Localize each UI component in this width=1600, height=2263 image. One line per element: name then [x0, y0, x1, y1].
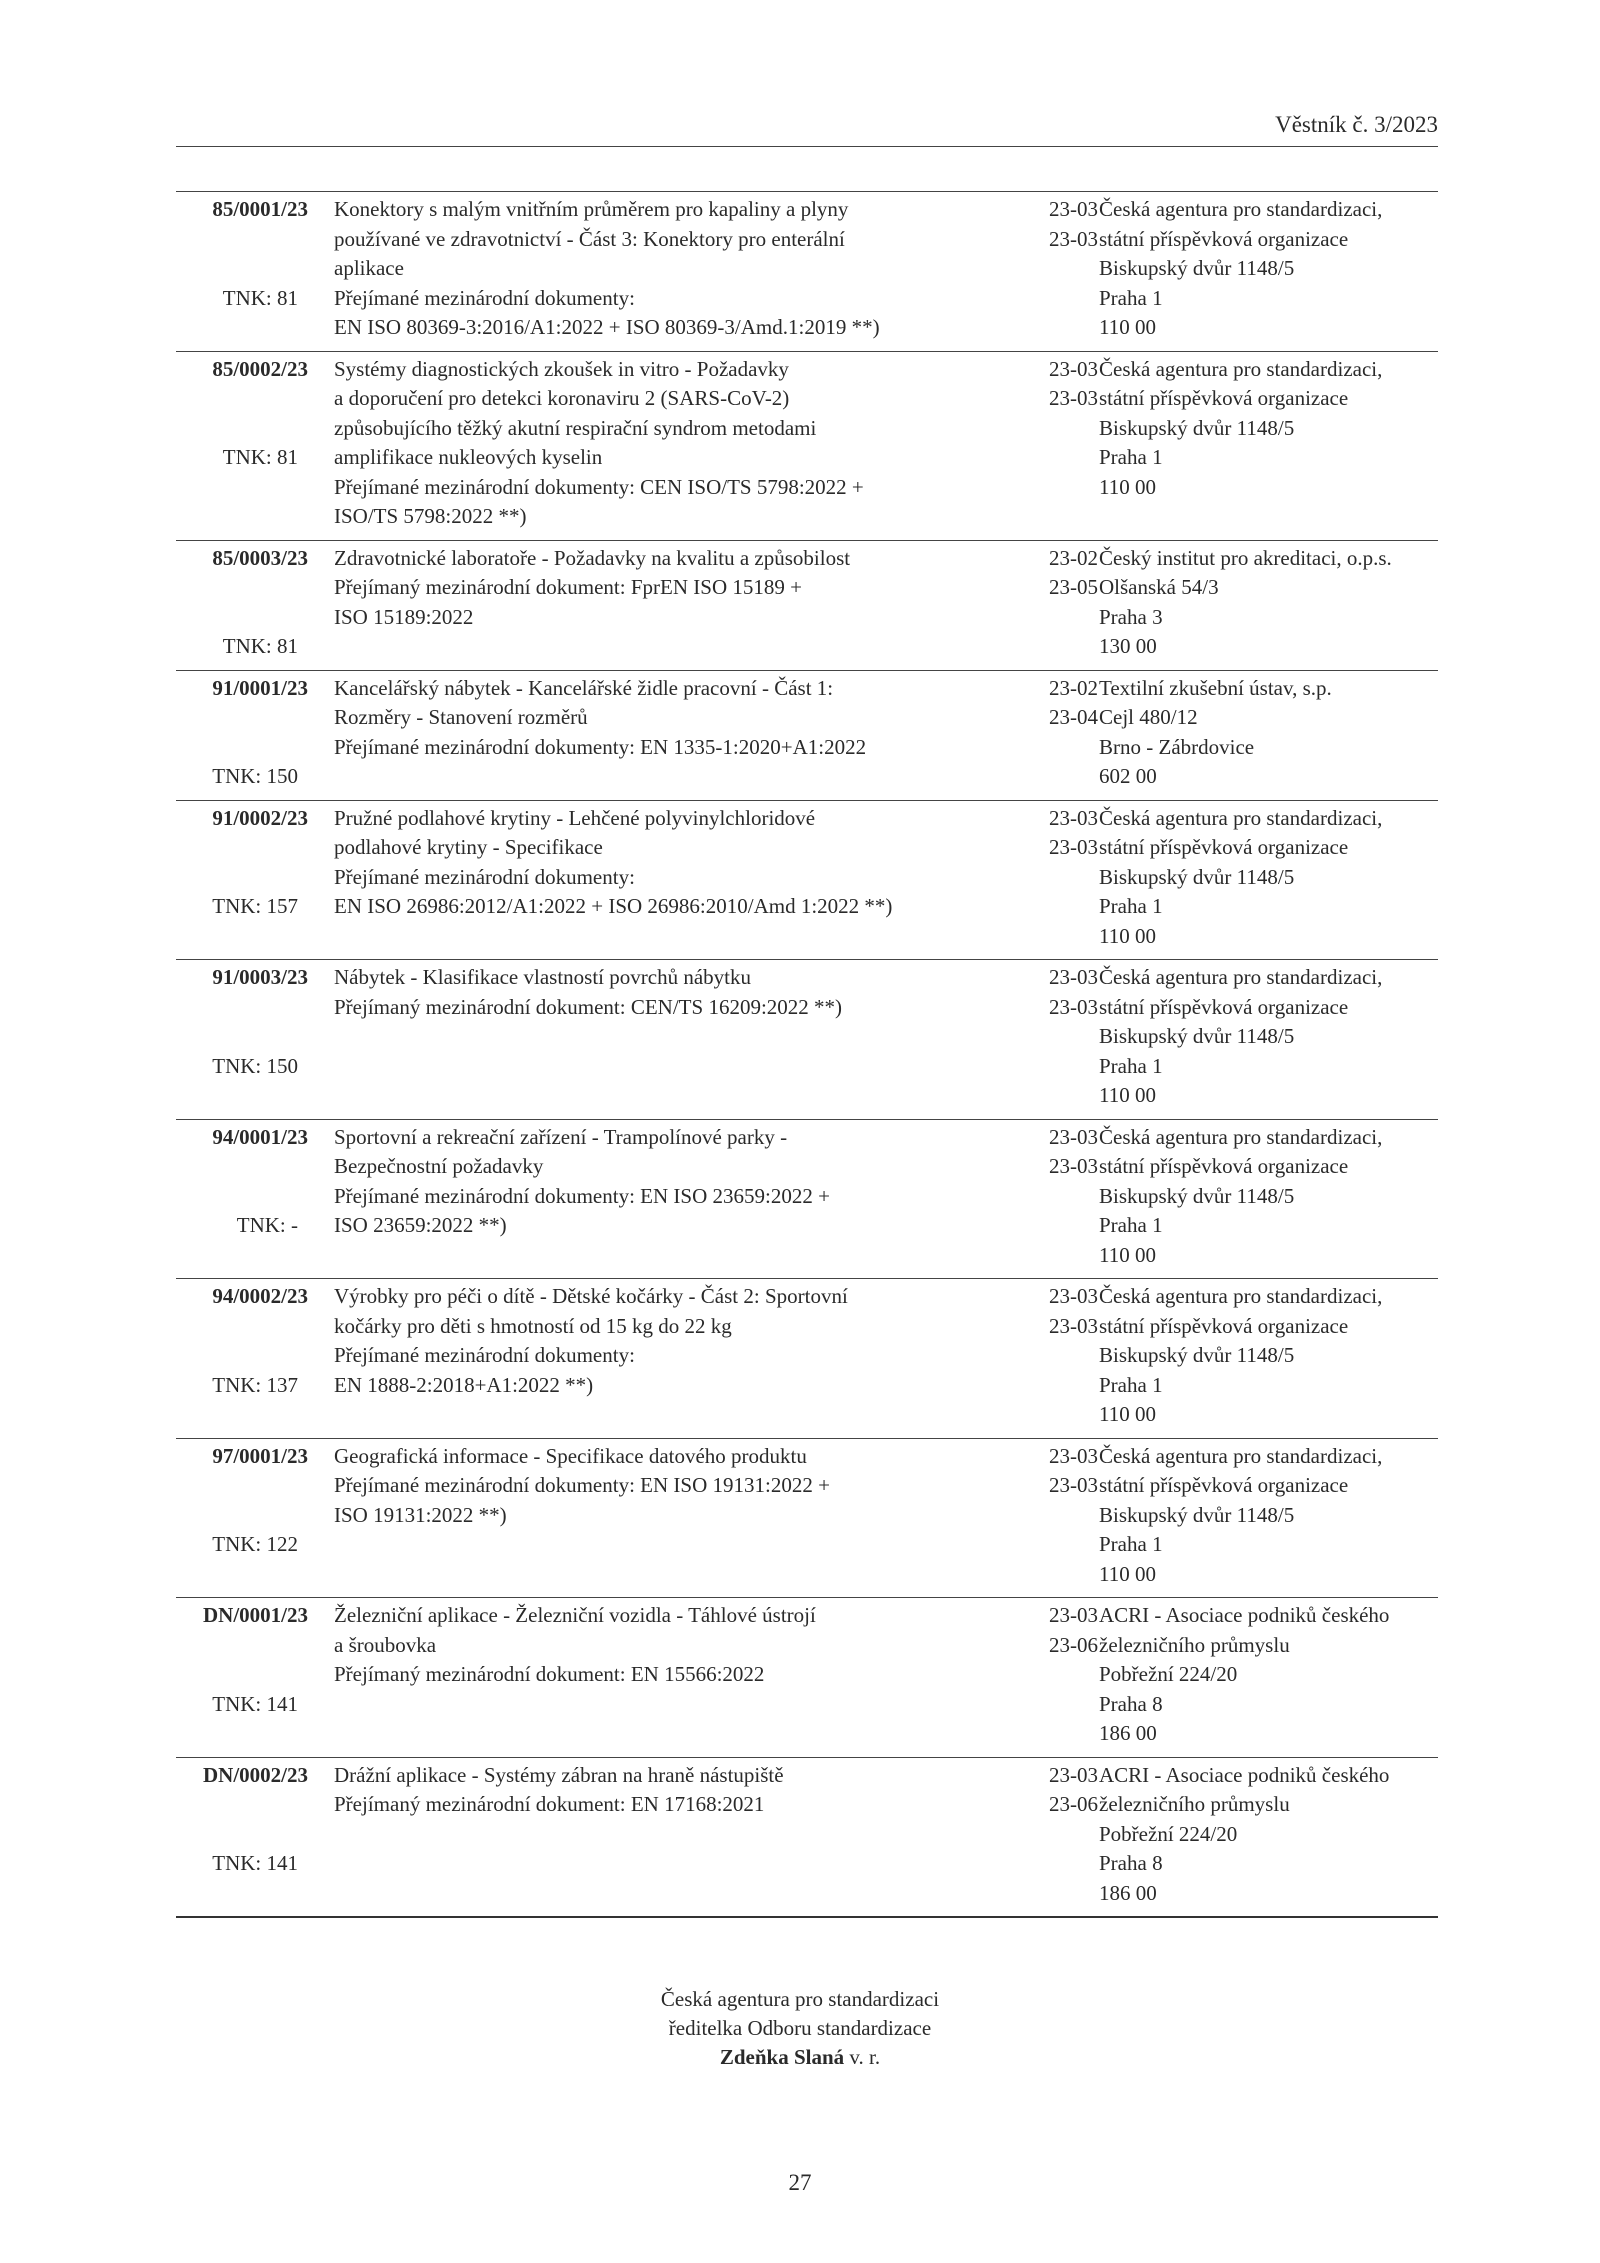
- date-value: 23-03: [1049, 1313, 1098, 1338]
- standard-title: [334, 674, 994, 763]
- dates: [1008, 1442, 1098, 1501]
- standard-code: DN/0001/23: [203, 1603, 308, 1627]
- standard-title: [334, 1761, 994, 1820]
- tnk-number: TNK: 150: [212, 764, 298, 788]
- title-line: ISO/TS 5798:2022 **): [334, 504, 527, 528]
- title-line: způsobujícího těžký akutní respirační syndrom metodami: [334, 415, 817, 440]
- address-line: státní příspěvková organizace: [1099, 994, 1349, 1019]
- title-line: Přejímané mezinárodní dokumenty: EN ISO 23659:2022 +: [334, 1183, 830, 1208]
- date-value: 23-03: [1049, 386, 1098, 410]
- processor-address: [1099, 1123, 1444, 1271]
- dates: [1008, 1601, 1098, 1660]
- title-line: aplikace: [334, 256, 404, 280]
- address-line: ACRI - Asociace podniků českého: [1099, 1603, 1390, 1627]
- standard-code: 91/0001/23: [212, 675, 308, 700]
- address-line: Olšanská 54/3: [1099, 575, 1219, 599]
- address-line: Praha 1: [1099, 1532, 1163, 1556]
- address-line: 110 00: [1099, 923, 1156, 948]
- title-line: EN ISO 26986:2012/A1:2022 + ISO 26986:2010/Amd 1:2022 **): [334, 894, 893, 918]
- address-line: 110 00: [1099, 1083, 1156, 1107]
- address-line: Česká agentura pro standardizaci,: [1099, 197, 1383, 221]
- table-row: [176, 1279, 1438, 1439]
- standard-title: [334, 1601, 994, 1690]
- date-value: 23-03: [1049, 1762, 1098, 1787]
- date-value: 23-03: [1049, 226, 1098, 251]
- address-line: státní příspěvková organizace: [1099, 1154, 1349, 1178]
- date-value: 23-03: [1049, 1473, 1098, 1497]
- address-line: 110 00: [1099, 474, 1156, 499]
- journal-title: Věstník č. 3/2023: [1275, 112, 1438, 137]
- date-value: 23-03: [1049, 835, 1098, 859]
- address-line: Pobřežní 224/20: [1099, 1662, 1238, 1686]
- tnk-number: TNK: 81: [222, 634, 298, 658]
- title-line: ISO 19131:2022 **): [334, 1502, 507, 1527]
- standards-table: [176, 191, 1438, 1918]
- table-row: [176, 801, 1438, 961]
- title-line: Železniční aplikace - Železniční vozidla - Táhlové ústrojí: [334, 1603, 816, 1627]
- address-line: Biskupský dvůr 1148/5: [1099, 864, 1295, 889]
- title-line: Přejímané mezinárodní dokumenty: EN ISO 19131:2022 +: [334, 1473, 830, 1497]
- table-row: [176, 1758, 1438, 1919]
- dates: [1008, 544, 1098, 603]
- standard-code: 94/0002/23: [212, 1284, 308, 1308]
- signature-block: [0, 1985, 1600, 2072]
- address-line: 110 00: [1099, 1402, 1156, 1426]
- standard-code: 85/0003/23: [212, 545, 308, 570]
- table-row: [176, 1598, 1438, 1758]
- standard-title: [334, 1282, 994, 1400]
- dates: [1008, 674, 1098, 733]
- title-line: Přejímané mezinárodní dokumenty: EN 1335-1:2020+A1:2022: [334, 734, 867, 759]
- date-value: 23-03: [1049, 965, 1098, 989]
- title-line: Přejímaný mezinárodní dokument: EN 17168:2021: [334, 1792, 765, 1816]
- standard-title: [334, 804, 994, 922]
- standard-code: 85/0002/23: [212, 356, 308, 381]
- address-line: 130 00: [1099, 634, 1157, 658]
- address-line: Praha 1: [1099, 894, 1163, 918]
- dates: [1008, 1123, 1098, 1182]
- address-line: Praha 3: [1099, 604, 1163, 629]
- processor-address: [1099, 674, 1444, 792]
- address-line: Biskupský dvůr 1148/5: [1099, 1183, 1295, 1208]
- address-line: Biskupský dvůr 1148/5: [1099, 1343, 1295, 1367]
- title-line: používané ve zdravotnictví - Část 3: Konektory pro enterální: [334, 226, 845, 251]
- address-line: Textilní zkušební ústav, s.p.: [1099, 675, 1332, 700]
- standard-title: [334, 1123, 994, 1241]
- title-line: Kancelářský nábytek - Kancelářské židle pracovní - Část 1:: [334, 675, 834, 700]
- date-value: 23-03: [1049, 1124, 1098, 1149]
- address-line: Česká agentura pro standardizaci,: [1099, 805, 1383, 830]
- table-row: [176, 192, 1438, 352]
- tnk-number: TNK: 137: [212, 1372, 298, 1397]
- address-line: 110 00: [1099, 315, 1156, 339]
- address-line: Biskupský dvůr 1148/5: [1099, 1024, 1295, 1048]
- title-line: kočárky pro děti s hmotností od 15 kg do 22 kg: [334, 1313, 732, 1338]
- standard-code: DN/0002/23: [203, 1762, 308, 1787]
- standard-code: 94/0001/23: [212, 1124, 308, 1149]
- processor-address: [1099, 355, 1444, 503]
- address-line: státní příspěvková organizace: [1099, 386, 1349, 410]
- signature-name-line: [0, 2043, 1600, 2072]
- date-value: 23-06: [1049, 1792, 1098, 1816]
- address-line: Pobřežní 224/20: [1099, 1821, 1238, 1846]
- standard-title: [334, 355, 994, 532]
- address-line: státní příspěvková organizace: [1099, 226, 1349, 251]
- address-line: železničního průmyslu: [1099, 1632, 1290, 1657]
- title-line: Bezpečnostní požadavky: [334, 1154, 544, 1178]
- date-value: 23-03: [1049, 1603, 1098, 1627]
- address-line: 186 00: [1099, 1880, 1157, 1905]
- standard-title: [334, 963, 994, 1022]
- title-line: Přejímaný mezinárodní dokument: CEN/TS 16209:2022 **): [334, 994, 843, 1019]
- standard-code: 91/0002/23: [212, 805, 308, 830]
- standard-code: 91/0003/23: [212, 965, 308, 989]
- title-line: amplifikace nukleových kyselin: [334, 445, 603, 469]
- address-line: Biskupský dvůr 1148/5: [1099, 256, 1295, 280]
- page-number: 27: [788, 2170, 812, 2195]
- address-line: Biskupský dvůr 1148/5: [1099, 415, 1295, 440]
- processor-address: [1099, 195, 1444, 343]
- tnk-number: TNK: 150: [212, 1053, 298, 1078]
- table-row: [176, 541, 1438, 671]
- title-line: Pružné podlahové krytiny - Lehčené polyvinylchloridové: [334, 805, 816, 830]
- title-line: Systémy diagnostických zkoušek in vitro - Požadavky: [334, 356, 789, 381]
- address-line: Praha 8: [1099, 1691, 1163, 1716]
- address-line: 110 00: [1099, 1561, 1156, 1586]
- title-line: Přejímaný mezinárodní dokument: EN 15566:2022: [334, 1662, 765, 1686]
- address-line: železničního průmyslu: [1099, 1792, 1290, 1816]
- title-line: Přejímaný mezinárodní dokument: FprEN ISO 15189 +: [334, 575, 802, 599]
- tnk-number: TNK: 141: [212, 1851, 298, 1875]
- processor-address: [1099, 1442, 1444, 1590]
- address-line: státní příspěvková organizace: [1099, 1473, 1349, 1497]
- title-line: Rozměry - Stanovení rozměrů: [334, 705, 588, 729]
- processor-address: [1099, 544, 1444, 662]
- title-line: Drážní aplikace - Systémy zábran na hraně nástupiště: [334, 1762, 784, 1787]
- date-value: 23-04: [1049, 705, 1098, 729]
- title-line: ISO 15189:2022: [334, 604, 474, 629]
- page-header: [176, 110, 1438, 147]
- table-row: [176, 352, 1438, 541]
- signature-organization: Česká agentura pro standardizaci: [660, 1987, 940, 2011]
- tnk-number: TNK: 122: [212, 1532, 298, 1556]
- address-line: Praha 1: [1099, 1053, 1163, 1078]
- dates: [1008, 804, 1098, 863]
- address-line: státní příspěvková organizace: [1099, 1313, 1349, 1338]
- title-line: Konektory s malým vnitřním průměrem pro kapaliny a plyny: [334, 197, 849, 221]
- table-row: [176, 960, 1438, 1120]
- dates: [1008, 963, 1098, 1022]
- processor-address: [1099, 804, 1444, 952]
- date-value: 23-03: [1049, 356, 1098, 381]
- title-line: Sportovní a rekreační zařízení - Trampolínové parky -: [334, 1124, 788, 1149]
- processor-address: [1099, 1282, 1444, 1430]
- address-line: státní příspěvková organizace: [1099, 835, 1349, 859]
- date-value: 23-02: [1049, 545, 1098, 570]
- signature-role: ředitelka Odboru standardizace: [668, 2016, 932, 2040]
- tnk-number: TNK: -: [236, 1213, 298, 1237]
- address-line: Český institut pro akreditaci, o.p.s.: [1099, 545, 1392, 570]
- address-line: 110 00: [1099, 1242, 1156, 1267]
- table-row: [176, 1439, 1438, 1599]
- address-line: 186 00: [1099, 1721, 1157, 1745]
- title-line: EN ISO 80369-3:2016/A1:2022 + ISO 80369-3/Amd.1:2019 **): [334, 315, 880, 339]
- address-line: Praha 1: [1099, 445, 1163, 469]
- address-line: Cejl 480/12: [1099, 705, 1198, 729]
- date-value: 23-03: [1049, 1284, 1098, 1308]
- dates: [1008, 195, 1098, 254]
- address-line: Česká agentura pro standardizaci,: [1099, 1443, 1383, 1468]
- title-line: Výrobky pro péči o dítě - Dětské kočárky - Část 2: Sportovní: [334, 1284, 848, 1308]
- tnk-number: TNK: 81: [222, 285, 298, 310]
- address-line: Praha 1: [1099, 1213, 1163, 1237]
- title-line: ISO 23659:2022 **): [334, 1213, 507, 1237]
- tnk-number: TNK: 141: [212, 1691, 298, 1716]
- title-line: Přejímané mezinárodní dokumenty: CEN ISO/TS 5798:2022 +: [334, 474, 864, 499]
- table-row: [176, 671, 1438, 801]
- title-line: Přejímané mezinárodní dokumenty:: [334, 285, 635, 310]
- signature-suffix: v. r.: [844, 2045, 881, 2069]
- standard-title: [334, 195, 994, 343]
- date-value: 23-03: [1049, 1443, 1098, 1468]
- date-value: 23-03: [1049, 1154, 1098, 1178]
- standard-code: 97/0001/23: [212, 1443, 308, 1468]
- title-line: a doporučení pro detekci koronaviru 2 (SARS-CoV-2): [334, 386, 790, 410]
- address-line: Brno - Zábrdovice: [1099, 734, 1255, 759]
- processor-address: [1099, 1601, 1444, 1749]
- date-value: 23-03: [1049, 197, 1098, 221]
- address-line: Česká agentura pro standardizaci,: [1099, 1124, 1383, 1149]
- address-line: ACRI - Asociace podniků českého: [1099, 1762, 1390, 1787]
- date-value: 23-03: [1049, 805, 1098, 830]
- title-line: a šroubovka: [334, 1632, 437, 1657]
- address-line: Praha 1: [1099, 1372, 1163, 1397]
- standard-title: [334, 544, 994, 633]
- signatory-name: Zdeňka Slaná: [719, 2045, 845, 2069]
- date-value: 23-06: [1049, 1632, 1098, 1657]
- address-line: Biskupský dvůr 1148/5: [1099, 1502, 1295, 1527]
- address-line: Praha 8: [1099, 1851, 1163, 1875]
- processor-address: [1099, 963, 1444, 1111]
- title-line: Přejímané mezinárodní dokumenty:: [334, 864, 635, 889]
- date-value: 23-03: [1049, 994, 1098, 1019]
- dates: [1008, 1282, 1098, 1341]
- address-line: Česká agentura pro standardizaci,: [1099, 965, 1383, 989]
- date-value: 23-05: [1049, 575, 1098, 599]
- title-line: Přejímané mezinárodní dokumenty:: [334, 1343, 635, 1367]
- dates: [1008, 355, 1098, 414]
- date-value: 23-02: [1049, 675, 1098, 700]
- address-line: Česká agentura pro standardizaci,: [1099, 356, 1383, 381]
- title-line: Geografická informace - Specifikace datového produktu: [334, 1443, 807, 1468]
- dates: [1008, 1761, 1098, 1820]
- title-line: Nábytek - Klasifikace vlastností povrchů nábytku: [334, 965, 751, 989]
- address-line: 602 00: [1099, 764, 1157, 788]
- standard-code: 85/0001/23: [212, 197, 308, 221]
- tnk-number: TNK: 157: [212, 894, 298, 918]
- address-line: Česká agentura pro standardizaci,: [1099, 1284, 1383, 1308]
- standard-title: [334, 1442, 994, 1531]
- title-line: podlahové krytiny - Specifikace: [334, 835, 603, 859]
- processor-address: [1099, 1761, 1444, 1909]
- title-line: Zdravotnické laboratoře - Požadavky na kvalitu a způsobilost: [334, 545, 851, 570]
- tnk-number: TNK: 81: [222, 445, 298, 469]
- title-line: EN 1888-2:2018+A1:2022 **): [334, 1372, 594, 1397]
- table-row: [176, 1120, 1438, 1280]
- address-line: Praha 1: [1099, 285, 1163, 310]
